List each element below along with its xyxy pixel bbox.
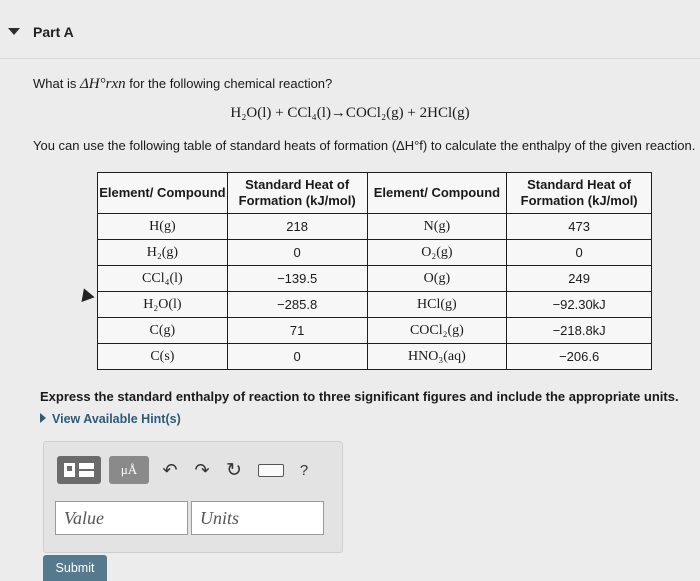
header-compound-2: Element/ Compound bbox=[367, 173, 507, 214]
table-row bbox=[98, 214, 652, 240]
compound-cell: C(s) bbox=[98, 344, 228, 370]
redo-icon: ↷ bbox=[194, 459, 210, 480]
reset-icon: ↻ bbox=[226, 459, 242, 481]
table-row bbox=[98, 240, 652, 266]
units-input[interactable]: Units bbox=[191, 501, 324, 535]
help-button[interactable]: ? bbox=[299, 461, 309, 479]
part-title: Part A bbox=[33, 24, 74, 40]
compound-cell: H(g) bbox=[98, 214, 228, 240]
heat-cell: −92.30kJ bbox=[507, 292, 652, 318]
value-input[interactable]: Value bbox=[55, 501, 188, 535]
undo-button[interactable] bbox=[157, 456, 183, 484]
keyboard-icon bbox=[258, 464, 284, 477]
table-row bbox=[98, 292, 652, 318]
header-heat-1: Standard Heat of Formation (kJ/mol) bbox=[227, 173, 367, 214]
keyboard-button[interactable] bbox=[255, 456, 287, 484]
compound-cell: H₂O(l) bbox=[98, 292, 228, 318]
heats-of-formation-table bbox=[97, 172, 652, 370]
view-hints-link[interactable] bbox=[40, 412, 181, 426]
heat-cell: −206.6 bbox=[507, 344, 652, 370]
question-prefix: What is bbox=[33, 76, 80, 91]
table-row bbox=[98, 266, 652, 292]
compound-cell: HCl(g) bbox=[367, 292, 507, 318]
heat-cell: 249 bbox=[507, 266, 652, 292]
templates-button[interactable] bbox=[57, 456, 101, 484]
heat-cell: −139.5 bbox=[227, 266, 367, 292]
answer-instruction: Express the standard enthalpy of reaction to three significant figures and include the appropriate units. bbox=[40, 389, 679, 404]
redo-button[interactable] bbox=[189, 456, 215, 484]
delta-h-rxn-symbol: ΔH°rxn bbox=[79, 76, 126, 92]
hint-label: View Available Hint(s) bbox=[52, 412, 181, 426]
submit-button[interactable]: Submit bbox=[43, 555, 107, 581]
header-compound-1: Element/ Compound bbox=[98, 173, 228, 214]
templates-icon bbox=[62, 460, 96, 480]
reaction-equation: H₂O(l) + CCl₄(l)→COCl₂(g) + 2HCl(g) bbox=[230, 105, 470, 121]
heat-cell: 0 bbox=[227, 240, 367, 266]
header-heat-2: Standard Heat of Formation (kJ/mol) bbox=[507, 173, 652, 214]
compound-cell: CCl₄(l) bbox=[98, 266, 228, 292]
table-header-row bbox=[98, 173, 652, 214]
compound-cell: C(g) bbox=[98, 318, 228, 344]
heat-cell: 71 bbox=[227, 318, 367, 344]
question-suffix: for the following chemical reaction? bbox=[125, 76, 333, 91]
heat-cell: 0 bbox=[227, 344, 367, 370]
table-row bbox=[98, 344, 652, 370]
heat-cell: −218.8kJ bbox=[507, 318, 652, 344]
compound-cell: COCl₂(g) bbox=[367, 318, 507, 344]
units-symbols-button[interactable]: μÅ bbox=[109, 456, 149, 484]
compound-cell: O(g) bbox=[367, 266, 507, 292]
heat-cell: 0 bbox=[507, 240, 652, 266]
compound-cell: HNO₃(aq) bbox=[367, 344, 507, 370]
heat-cell: −285.8 bbox=[227, 292, 367, 318]
compound-cell: H₂(g) bbox=[98, 240, 228, 266]
heat-cell: 473 bbox=[507, 214, 652, 240]
compound-cell: N(g) bbox=[367, 214, 507, 240]
heat-cell: 218 bbox=[227, 214, 367, 240]
instruction-text: You can use the following table of standard heats of formation (ΔH°f) to calculate the enthalpy of the given reaction. bbox=[33, 138, 696, 153]
undo-icon: ↶ bbox=[162, 459, 178, 480]
collapse-caret-icon[interactable] bbox=[8, 28, 20, 35]
reset-button[interactable] bbox=[221, 456, 247, 484]
divider bbox=[0, 58, 700, 59]
question-text bbox=[33, 76, 332, 93]
hint-caret-icon bbox=[40, 413, 46, 423]
mouse-cursor-icon bbox=[77, 286, 94, 302]
table-row bbox=[98, 318, 652, 344]
compound-cell: O₂(g) bbox=[367, 240, 507, 266]
